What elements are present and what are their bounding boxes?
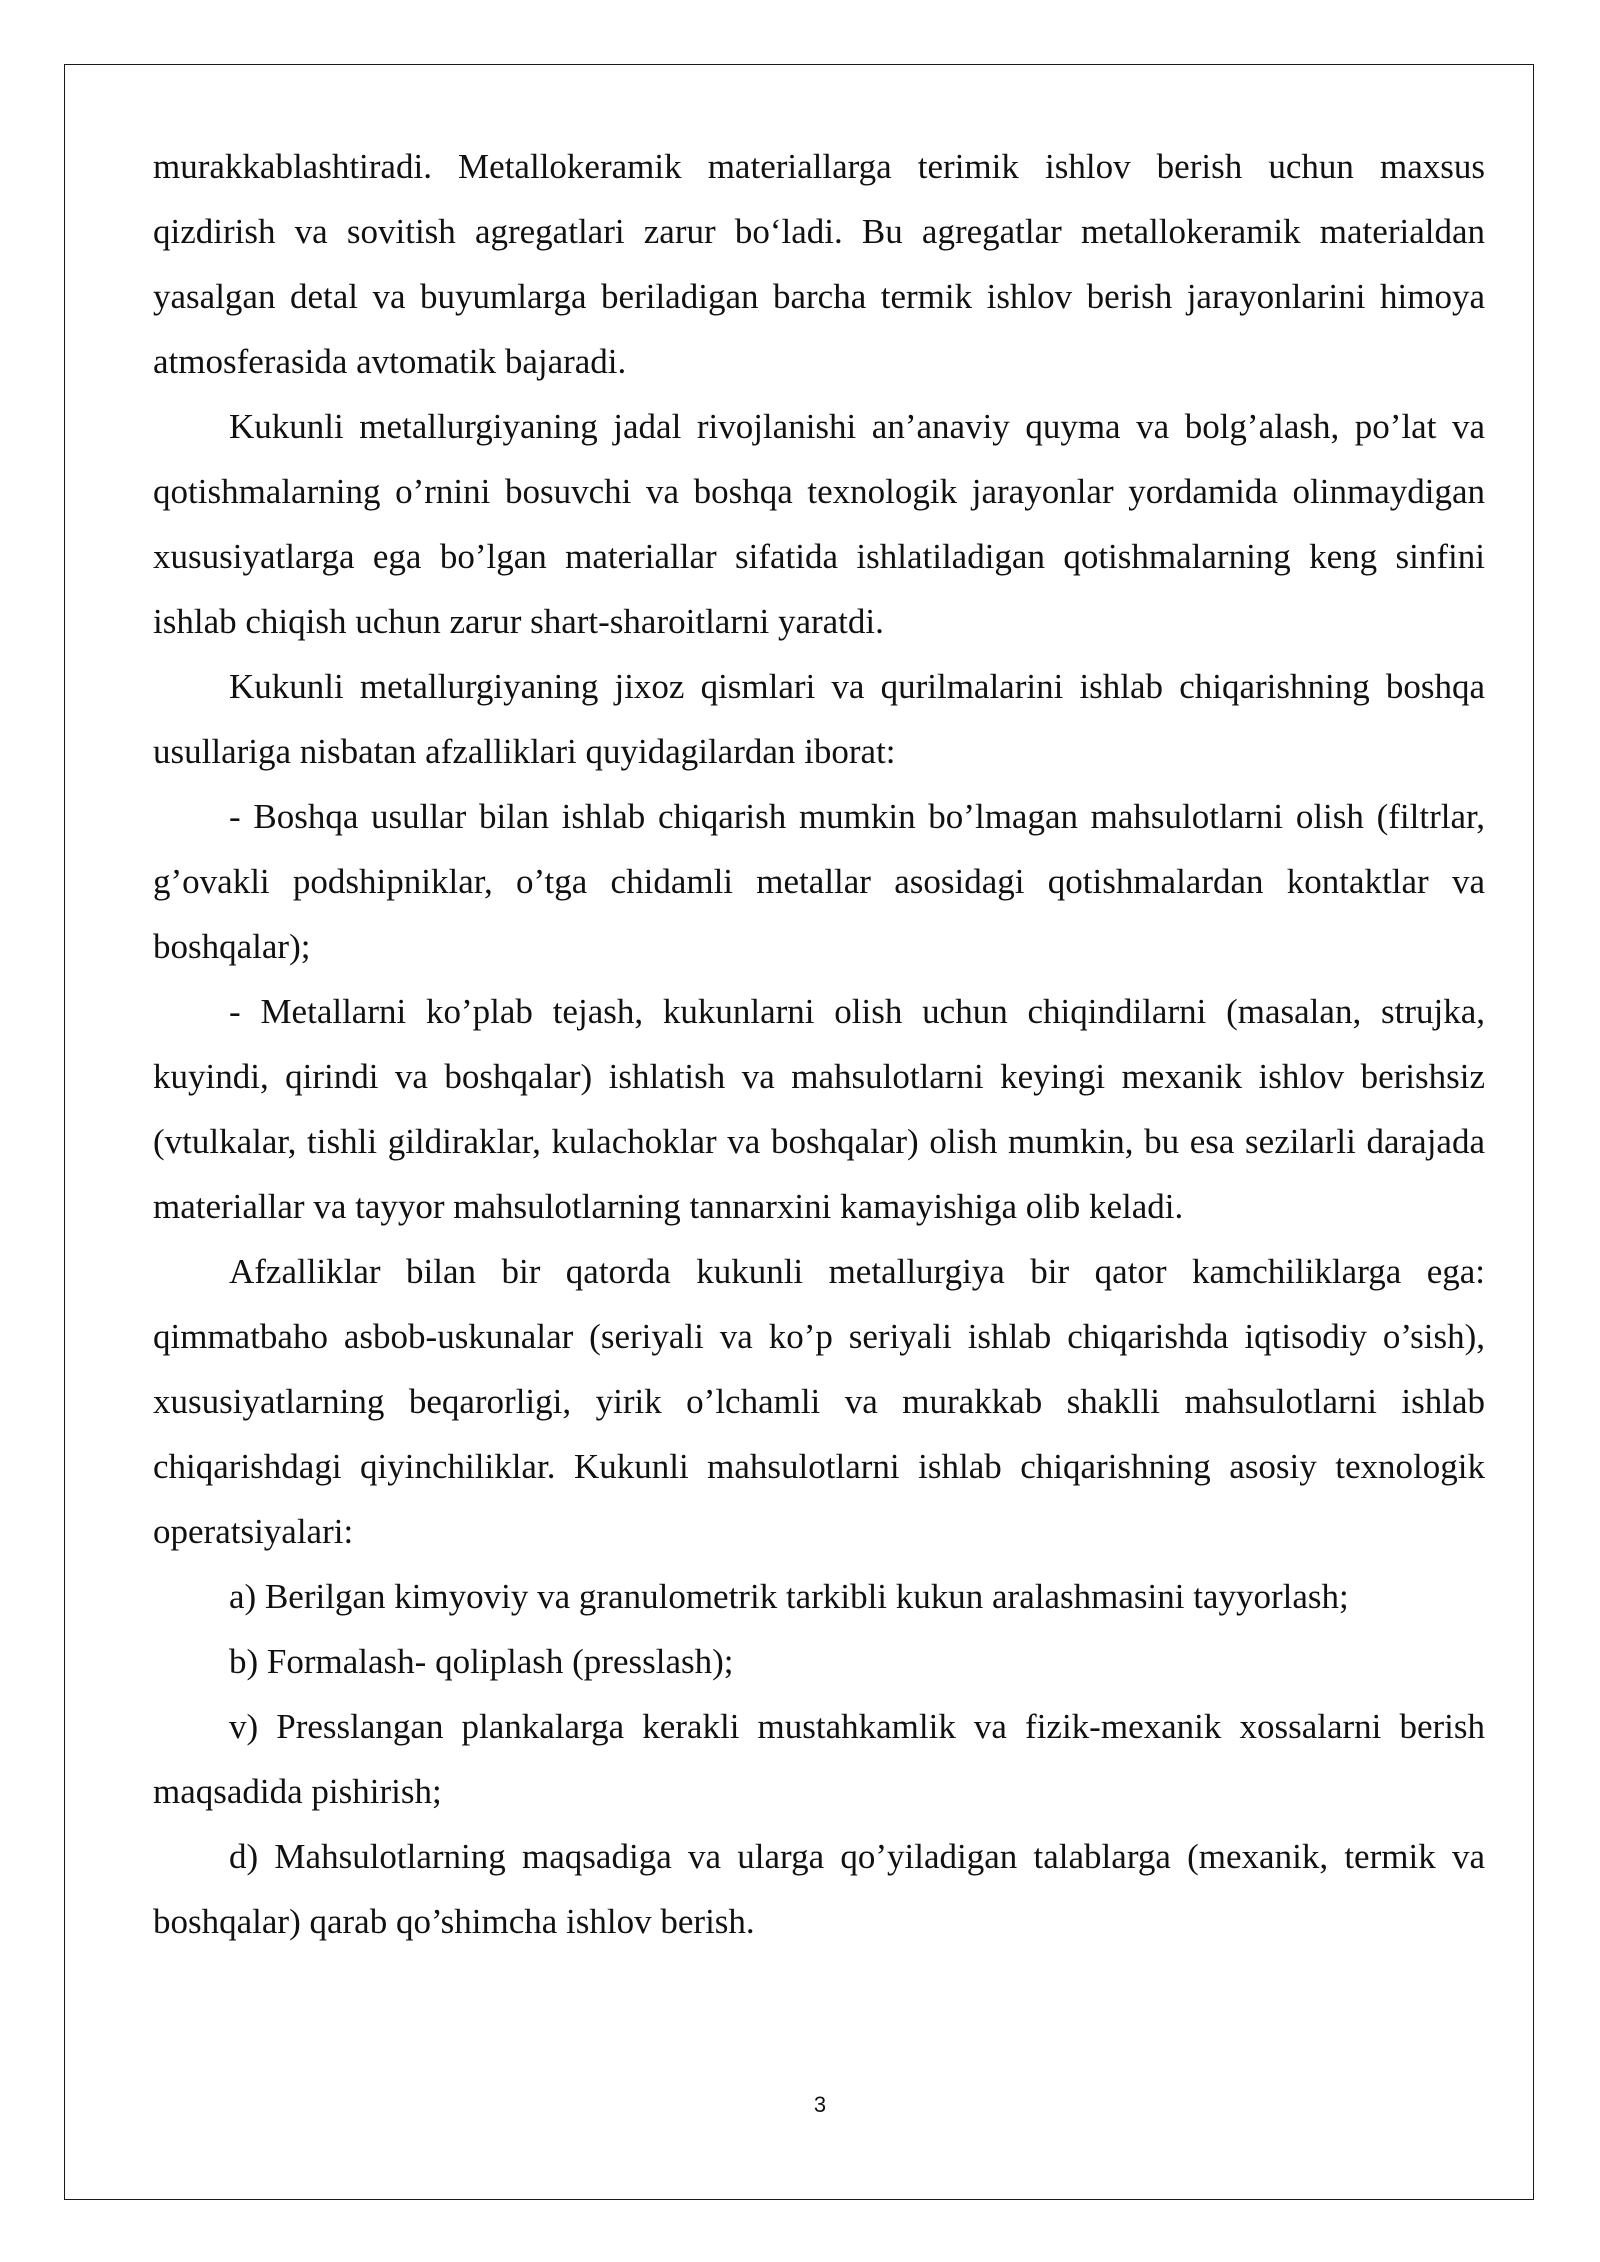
page-number: 3: [813, 2092, 827, 2117]
list-item-b: b) Formalash- qoliplash (presslash);: [229, 1642, 734, 1681]
list-item-dash-2: - Metallarni ko’plab tejash, kukunlarni olish uchun chiqindilarni (masalan, strujka, kuyindi, qirindi va boshqalar) ishlatish va mahsulotlarni keyingi mexanik ishlov berishsiz (vtulkalar, tishli gildiraklar, kulachoklar va boshqalar) olish mumkin, bu esa sezilarli darajada materiallar va tayyor mahsulotlarning tannarxini kamayishiga olib keladi.: [153, 992, 1485, 1226]
list-item-d: d) Mahsulotlarning maqsadiga va ularga qo’yiladigan talablarga (mexanik, termik va boshqalar) qarab qo’shimcha ishlov berish.: [153, 1837, 1485, 1941]
paragraph-3: Kukunli metallurgiyaning jixoz qismlari va qurilmalarini ishlab chiqarishning boshqa usullariga nisbatan afzalliklari quyidagilardan iborat:: [153, 667, 1485, 771]
paragraph-2: Kukunli metallurgiyaning jadal rivojlanishi an’anaviy quyma va bolg’alash, po’lat va qotishmalarning o’rnini bosuvchi va boshqa texnologik jarayonlar yordamida olinmaydigan xususiyatlarga ega bo’lgan materiallar sifatida ishlatiladigan qotishmalarning keng sinfini ishlab chiqish uchun zarur shart-sharoitlarni yaratdi.: [153, 407, 1485, 641]
list-item-a: a) Berilgan kimyoviy va granulometrik tarkibli kukun aralashmasini tayyorlash;: [229, 1577, 1349, 1616]
list-item-v: v) Presslangan plankalarga kerakli mustahkamlik va fizik-mexanik xossalarni berish maqsadida pishirish;: [153, 1707, 1485, 1811]
document-body: [153, 134, 1485, 1954]
paragraph-4: Afzalliklar bilan bir qatorda kukunli metallurgiya bir qator kamchiliklarga ega: qimmatbaho asbob-uskunalar (seriyali va ko’p seriyali ishlab chiqarishda iqtisodiy o’sish), xususiyatlarning beqarorligi, yirik o’lchamli va murakkab shaklli mahsulotlarni ishlab chiqarishdagi qiyinchiliklar. Kukunli mahsulotlarni ishlab chiqarishning asosiy texnologik operatsiyalari:: [153, 1252, 1485, 1551]
paragraph-1: murakkablashtiradi. Metallokeramik materiallarga terimik ishlov berish uchun maxsus qizdirish va sovitish agregatlari zarur bo‘ladi. Bu agregatlar metallokeramik materialdan yasalgan detal va buyumlarga beriladigan barcha termik ishlov berish jarayonlarini himoya atmosferasida avtomatik bajaradi.: [153, 147, 1485, 381]
list-item-dash-1: - Boshqa usullar bilan ishlab chiqarish mumkin bo’lmagan mahsulotlarni olish (filtrlar, g’ovakli podshipniklar, o’tga chidamli metallar asosidagi qotishmalardan kontaktlar va boshqalar);: [153, 797, 1485, 966]
